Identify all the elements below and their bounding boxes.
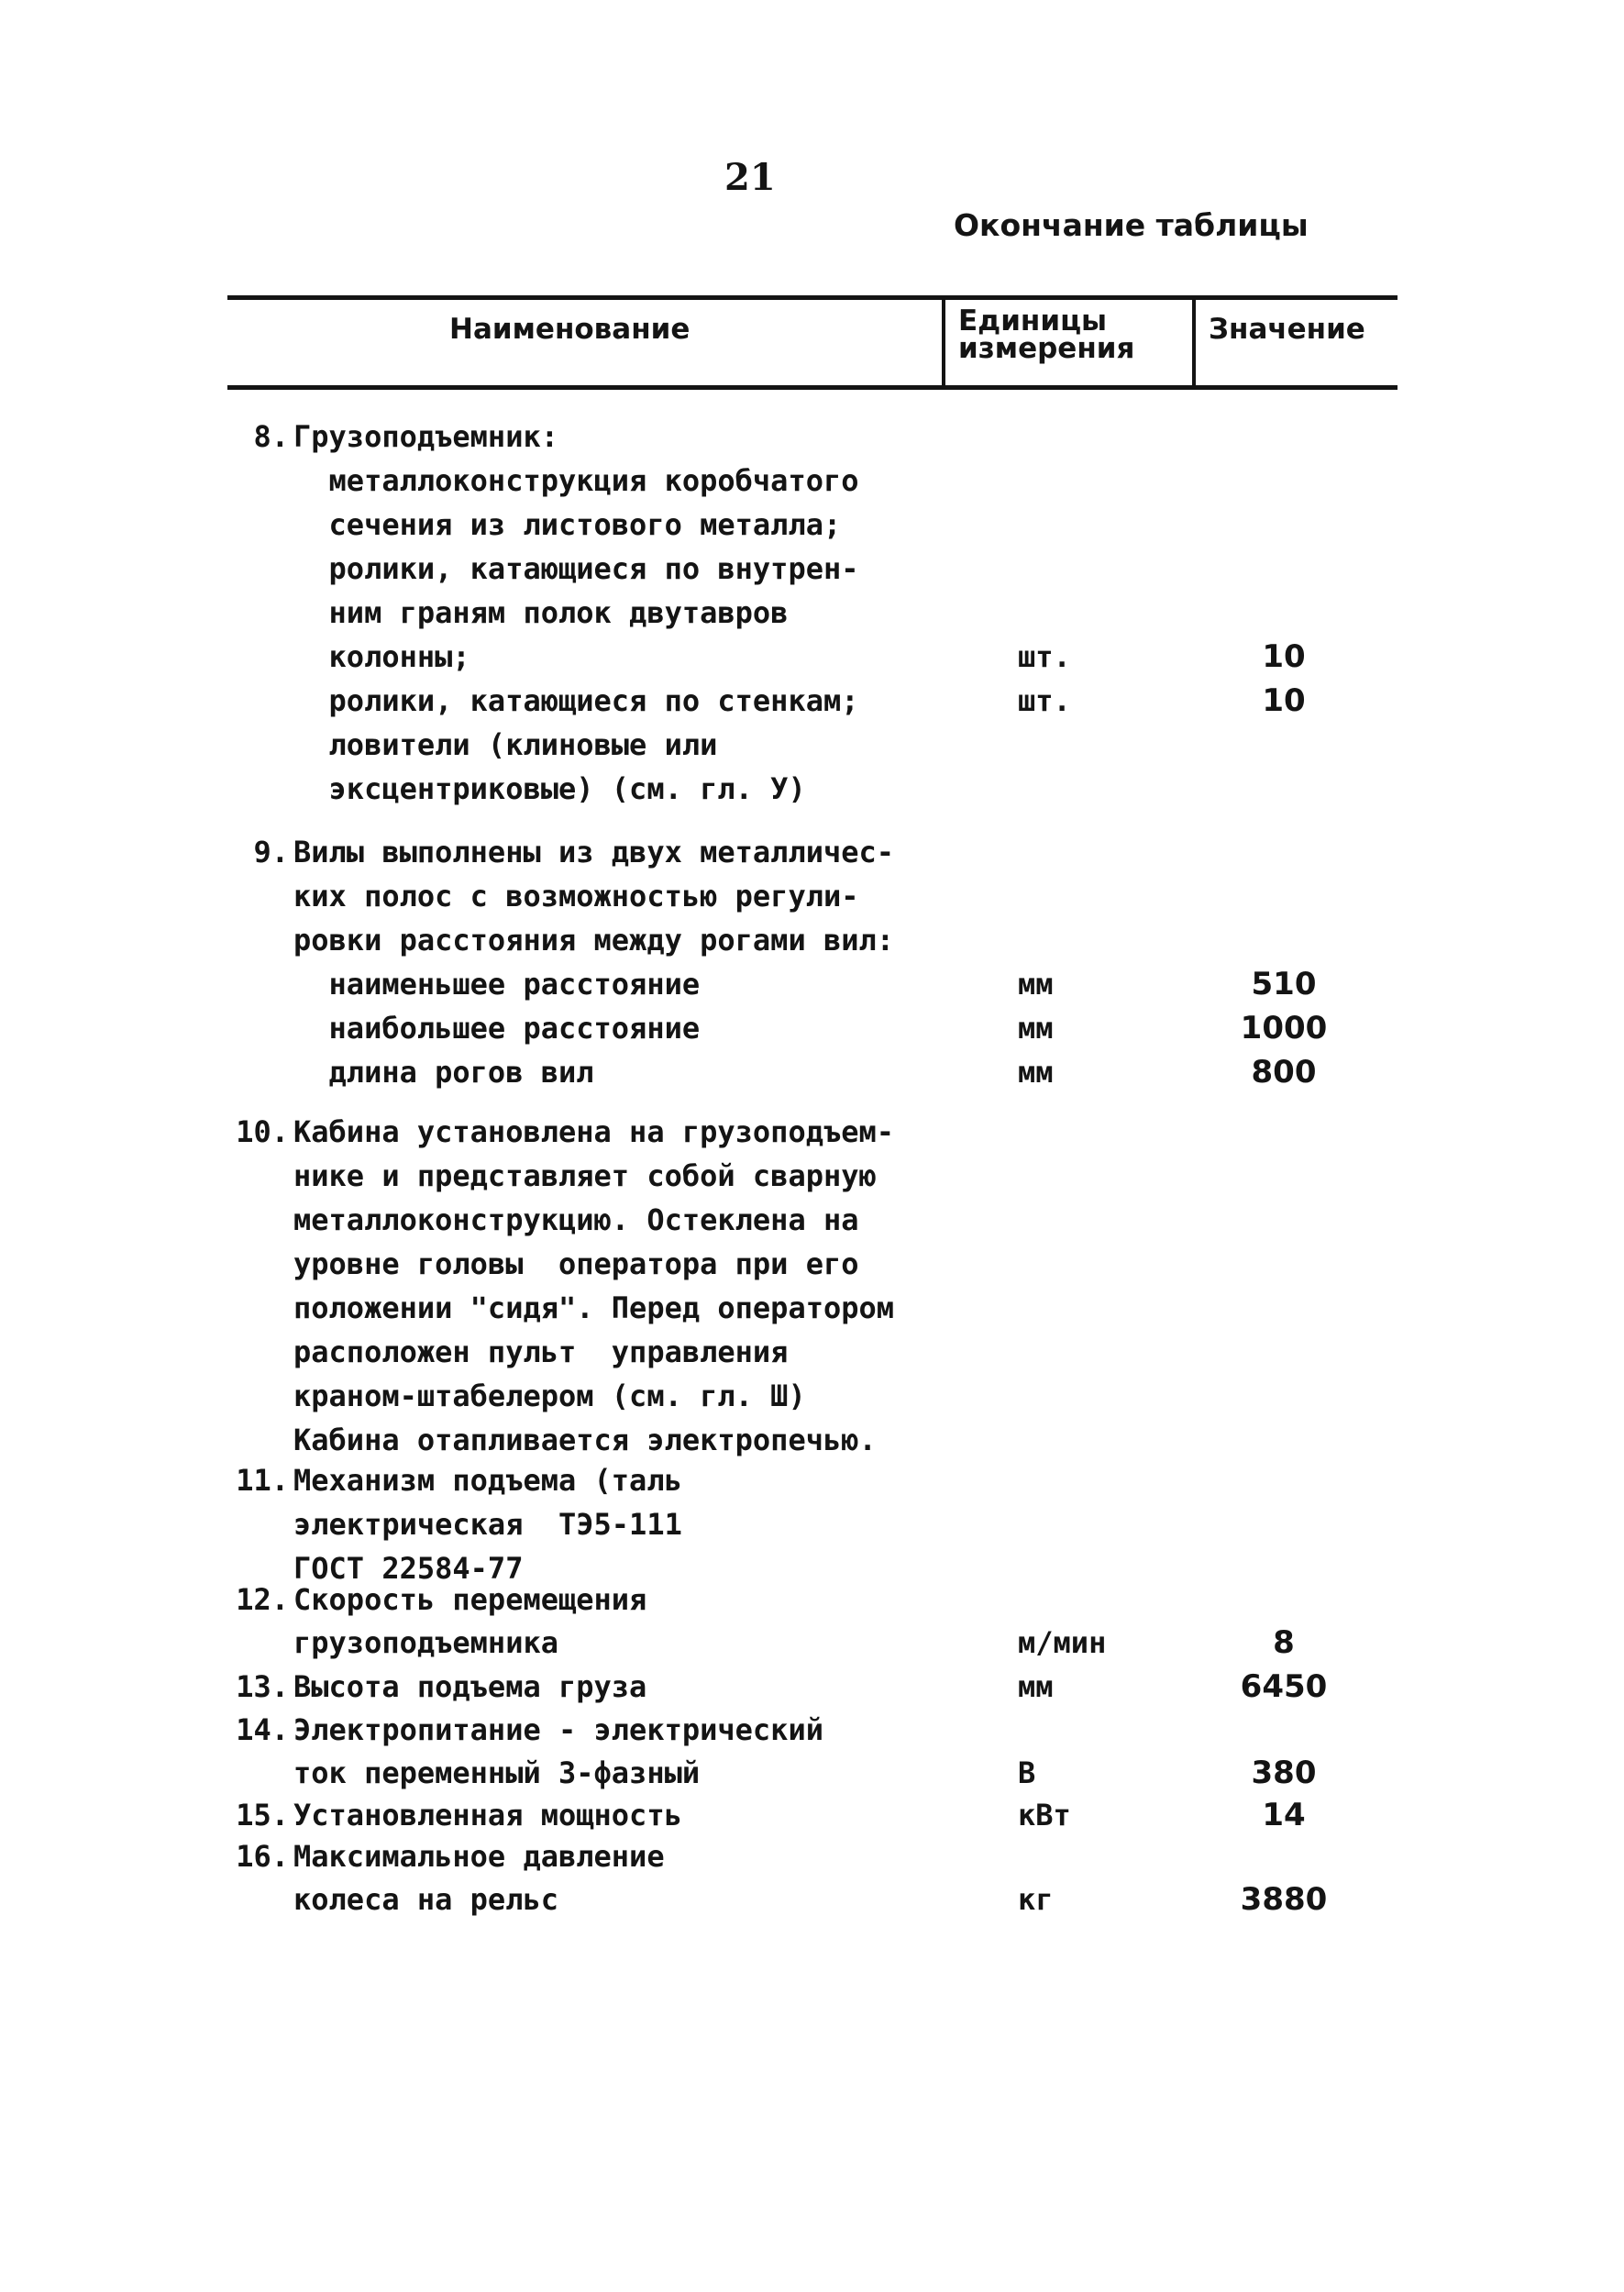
item-text-line: нике и представляет собой сварную — [293, 1158, 877, 1193]
table-header-rule — [227, 385, 1398, 390]
item-value: 3880 — [1240, 1881, 1328, 1918]
item-text-line: наибольшее расстояние — [293, 1011, 701, 1046]
table-caption: Окончание таблицы — [954, 207, 1309, 243]
item-text-line: эксцентриковые) (см. гл. У) — [293, 771, 806, 806]
item-value: 14 — [1262, 1797, 1306, 1833]
item-text-line: Высота подъема груза — [293, 1669, 647, 1704]
item-text-line: ких полос с возможностью регули- — [293, 879, 859, 913]
column-divider-1 — [942, 295, 945, 387]
item-number: 15. — [236, 1798, 289, 1832]
item-text-line: краном-штабелером (см. гл. Ш) — [293, 1379, 806, 1413]
item-text-line: длина рогов вил — [293, 1055, 594, 1090]
item-value: 510 — [1251, 966, 1317, 1002]
item-value: 800 — [1251, 1054, 1317, 1091]
item-unit: м/мин — [1018, 1625, 1107, 1660]
item-value: 1000 — [1240, 1010, 1328, 1046]
item-text-line: грузоподъемника — [293, 1625, 558, 1660]
item-text-line: положении "сидя". Перед оператором — [293, 1290, 895, 1325]
item-unit: мм — [1018, 967, 1054, 1002]
item-unit: кВт — [1018, 1798, 1071, 1832]
item-text-line: электрическая ТЭ5-111 — [293, 1507, 682, 1542]
item-text-line: ролики, катающиеся по стенкам; — [293, 683, 859, 718]
item-number: 14. — [236, 1712, 289, 1747]
item-text-line: Скорость перемещения — [293, 1582, 647, 1617]
item-number: 9. — [253, 835, 289, 869]
item-value: 10 — [1262, 682, 1306, 719]
item-text-line: ГОСТ 22584-77 — [293, 1551, 524, 1586]
item-value: 6450 — [1240, 1668, 1328, 1705]
item-text-line: ровки расстояния между рогами вил: — [293, 923, 895, 958]
item-unit: мм — [1018, 1011, 1054, 1046]
item-unit: В — [1018, 1755, 1036, 1790]
item-text-line: Вилы выполнены из двух металличес- — [293, 835, 895, 869]
item-unit: кг — [1018, 1882, 1054, 1917]
header-value: Значение — [1209, 313, 1365, 346]
item-text-line: металлоконструкцию. Остеклена на — [293, 1202, 859, 1237]
item-text-line: металлоконструкция коробчатого — [293, 463, 859, 498]
item-text-line: ток переменный 3-фазный — [293, 1755, 701, 1790]
item-number: 13. — [236, 1669, 289, 1704]
item-text-line: Максимальное давление — [293, 1839, 665, 1874]
item-number: 11. — [236, 1463, 289, 1498]
item-unit: мм — [1018, 1055, 1054, 1090]
header-units-line1: Единицы — [958, 304, 1108, 338]
item-text-line: ролики, катающиеся по внутрен- — [293, 551, 859, 586]
column-divider-2 — [1192, 295, 1196, 387]
item-text-line: Грузоподъемник: — [293, 419, 558, 454]
item-text-line: сечения из листового металла; — [293, 507, 842, 542]
item-value: 10 — [1262, 638, 1306, 675]
page-number: 21 — [724, 156, 776, 199]
item-text-line: ловители (клиновые или — [293, 727, 718, 762]
table-top-rule — [227, 295, 1398, 300]
item-unit: шт. — [1018, 683, 1071, 718]
header-units-line2: измерения — [958, 332, 1135, 365]
header-name: Наименование — [449, 313, 690, 346]
item-value: 8 — [1273, 1624, 1295, 1661]
item-value: 380 — [1251, 1755, 1317, 1791]
item-text-line: ним граням полок двутавров — [293, 595, 789, 630]
item-number: 12. — [236, 1582, 289, 1617]
item-text-line: расположен пульт управления — [293, 1334, 789, 1369]
item-unit: шт. — [1018, 639, 1071, 674]
item-text-line: колонны; — [293, 639, 470, 674]
item-text-line: Кабина установлена на грузоподъем- — [293, 1114, 895, 1149]
item-text-line: Электропитание - электрический — [293, 1712, 823, 1747]
item-number: 10. — [236, 1114, 289, 1149]
item-text-line: Установленная мощность — [293, 1798, 682, 1832]
item-text-line: уровне головы оператора при его — [293, 1246, 859, 1281]
item-text-line: Механизм подъема (таль — [293, 1463, 682, 1498]
item-text-line: колеса на рельс — [293, 1882, 558, 1917]
item-text-line: наименьшее расстояние — [293, 967, 701, 1002]
item-number: 8. — [253, 419, 289, 454]
item-number: 16. — [236, 1839, 289, 1874]
item-unit: мм — [1018, 1669, 1054, 1704]
item-text-line: Кабина отапливается электропечью. — [293, 1423, 877, 1457]
